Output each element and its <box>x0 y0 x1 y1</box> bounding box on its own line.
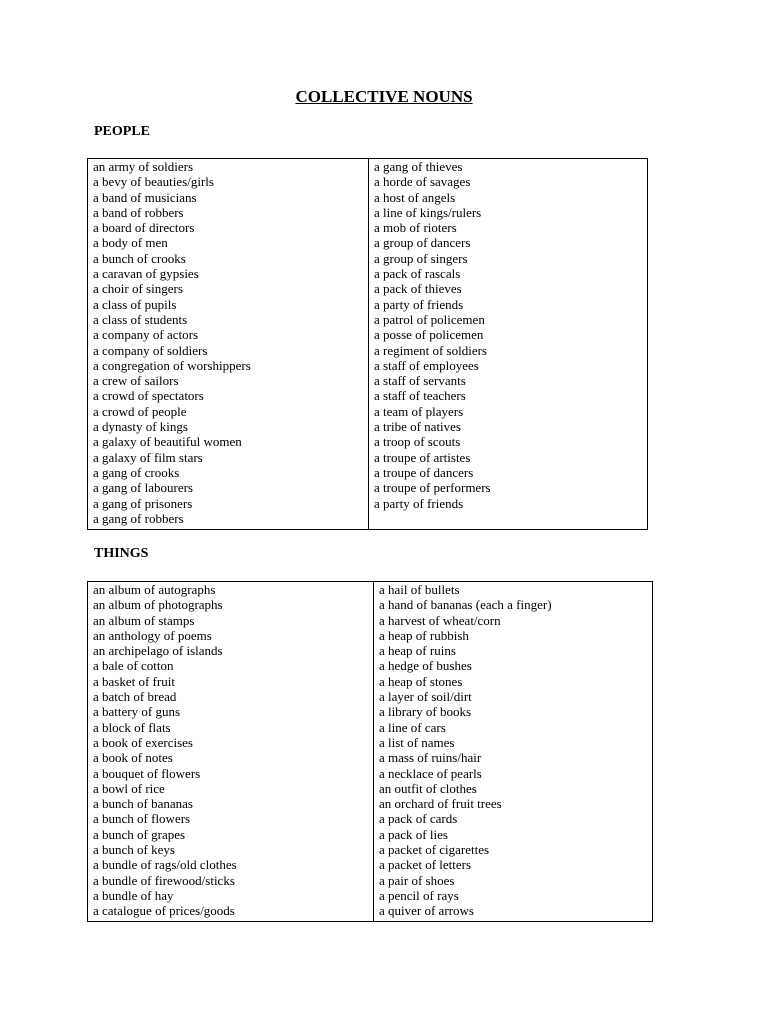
things-item: a bundle of rags/old clothes <box>93 857 237 873</box>
people-item: a staff of employees <box>374 357 479 373</box>
people-item: a pack of rascals <box>374 266 461 282</box>
people-item: a gang of prisoners <box>93 495 193 511</box>
page-title: COLLECTIVE NOUNS <box>295 87 473 106</box>
things-item: a hedge of bushes <box>379 658 472 674</box>
things-item: an album of autographs <box>93 582 216 597</box>
people-item: a regiment of soldiers <box>374 342 487 358</box>
people-item: a tribe of natives <box>374 419 461 435</box>
people-item: a galaxy of film stars <box>93 449 203 465</box>
people-item: a class of students <box>93 311 188 327</box>
people-item: a dynasty of kings <box>93 419 188 435</box>
things-item: a bowl of rice <box>93 780 165 796</box>
things-item: a hand of bananas (each a finger) <box>379 597 552 613</box>
people-item: a company of actors <box>93 327 199 343</box>
people-item: a patrol of policemen <box>374 311 485 327</box>
people-item: a body of men <box>93 235 168 251</box>
things-item: a quiver of arrows <box>379 903 474 919</box>
things-item: a harvest of wheat/corn <box>379 612 501 628</box>
people-item: a bunch of crooks <box>93 250 186 266</box>
things-item: a bunch of keys <box>93 842 175 858</box>
things-item: a mass of ruins/hair <box>379 750 482 766</box>
people-item: a posse of policemen <box>374 327 484 343</box>
people-heading: PEOPLE <box>94 124 151 139</box>
people-item: a pack of thieves <box>374 281 462 297</box>
people-item: a company of soldiers <box>93 342 208 358</box>
things-left-column <box>88 582 374 921</box>
things-item: a book of notes <box>93 750 173 766</box>
people-item: a mob of rioters <box>374 220 457 236</box>
people-item: a band of musicians <box>93 189 197 205</box>
things-item: a bale of cotton <box>93 658 174 674</box>
things-item: a packet of letters <box>379 857 472 873</box>
people-item: a galaxy of beautiful women <box>93 434 242 450</box>
people-table <box>87 158 648 530</box>
things-item: a heap of ruins <box>379 643 456 659</box>
people-item: a board of directors <box>93 220 195 236</box>
things-item: an outfit of clothes <box>379 780 477 796</box>
things-item: a layer of soil/dirt <box>379 689 472 705</box>
things-item: a packet of cigarettes <box>379 842 490 858</box>
people-right-column <box>369 159 647 529</box>
people-item: a party of friends <box>374 296 464 312</box>
things-right-column <box>374 582 652 921</box>
things-item: a book of exercises <box>93 734 193 750</box>
things-heading: THINGS <box>94 546 149 561</box>
people-item: a crowd of spectators <box>93 388 204 404</box>
people-item: a team of players <box>374 403 464 419</box>
things-item: an archipelago of islands <box>93 643 223 659</box>
things-item: a hail of bullets <box>379 582 460 597</box>
things-item: a heap of rubbish <box>379 627 469 643</box>
people-item: a troupe of performers <box>374 480 491 496</box>
people-item: a crew of sailors <box>93 373 179 389</box>
things-item: an album of photographs <box>93 597 223 613</box>
people-item: a gang of crooks <box>93 464 180 480</box>
people-item: a group of dancers <box>374 235 471 251</box>
things-item: a pack of cards <box>379 811 458 827</box>
people-item: a line of kings/rulers <box>374 204 482 220</box>
people-item: a host of angels <box>374 189 456 205</box>
things-table <box>87 581 653 922</box>
things-item: a battery of guns <box>93 704 181 720</box>
people-item: a band of robbers <box>93 204 184 220</box>
people-item: a horde of savages <box>374 174 471 190</box>
people-item: a troupe of dancers <box>374 464 474 480</box>
people-item: a staff of servants <box>374 373 466 389</box>
things-item: a block of flats <box>93 719 171 735</box>
people-item: a bevy of beauties/girls <box>93 174 214 190</box>
people-item: a gang of robbers <box>93 510 184 526</box>
things-item: a heap of stones <box>379 673 463 689</box>
people-item: a choir of singers <box>93 281 183 297</box>
things-item: a catalogue of prices/goods <box>93 903 235 919</box>
things-item: a necklace of pearls <box>379 765 482 781</box>
people-item: a group of singers <box>374 250 468 266</box>
things-item: a list of names <box>379 734 455 750</box>
people-item: a caravan of gypsies <box>93 266 199 282</box>
things-item: a batch of bread <box>93 689 177 705</box>
people-item: a gang of thieves <box>374 159 463 174</box>
things-item: a bouquet of flowers <box>93 765 201 781</box>
things-item: a pack of lies <box>379 826 448 842</box>
things-item: an album of stamps <box>93 612 195 628</box>
people-item: a troop of scouts <box>374 434 461 450</box>
people-item: a troupe of artistes <box>374 449 471 465</box>
people-item: a class of pupils <box>93 296 177 312</box>
things-item: a bundle of hay <box>93 887 174 903</box>
people-item: a staff of teachers <box>374 388 466 404</box>
people-item: an army of soldiers <box>93 159 194 174</box>
things-item: a bundle of firewood/sticks <box>93 872 235 888</box>
things-item: a pencil of rays <box>379 887 459 903</box>
people-item: a party of friends <box>374 495 464 511</box>
things-item: a library of books <box>379 704 472 720</box>
things-item: a bunch of bananas <box>93 796 193 812</box>
people-left-column <box>88 159 369 529</box>
people-item: a congregation of worshippers <box>93 357 251 373</box>
things-item: a bunch of grapes <box>93 826 186 842</box>
things-item: an orchard of fruit trees <box>379 796 502 812</box>
people-item: a crowd of people <box>93 403 187 419</box>
things-item: a pair of shoes <box>379 872 455 888</box>
people-item: a gang of labourers <box>93 480 193 496</box>
things-item: an anthology of poems <box>93 627 212 643</box>
things-item: a line of cars <box>379 719 446 735</box>
things-item: a basket of fruit <box>93 673 175 689</box>
things-item: a bunch of flowers <box>93 811 191 827</box>
